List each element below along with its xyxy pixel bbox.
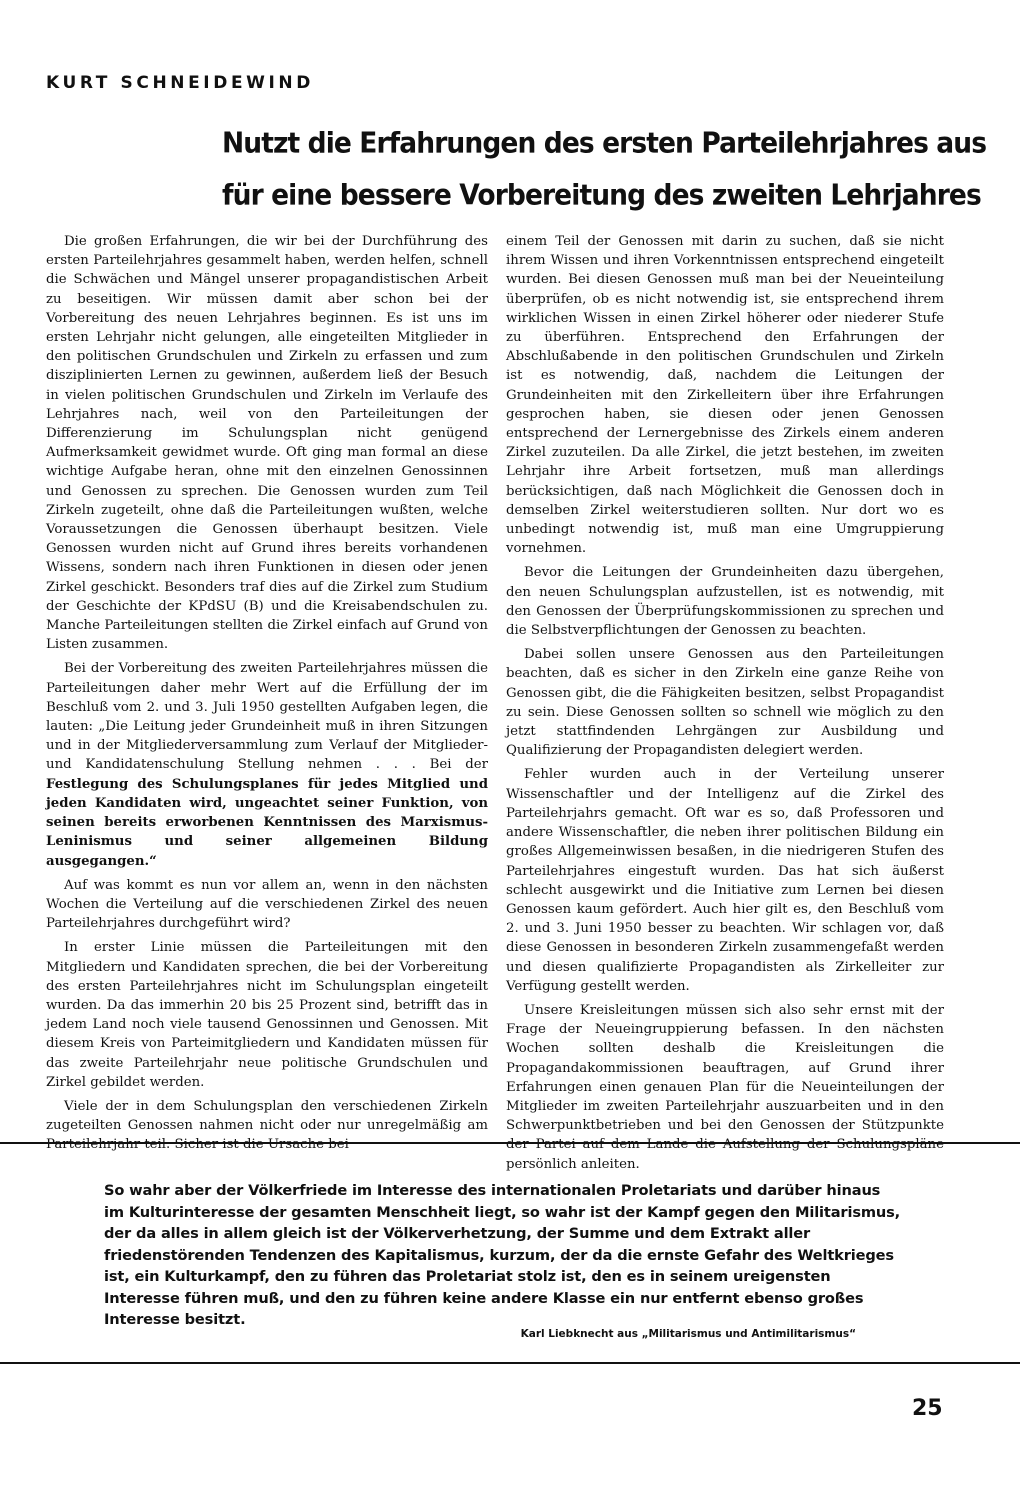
paragraph	[46, 659, 488, 870]
author-name: KURT SCHNEIDEWIND	[46, 73, 314, 93]
paragraph: Die großen Erfahrungen, die wir bei der Durchführung des ersten Parteilehrjahres gesammelt haben, werden helfen, schnell die Schwächen und Mängel unserer propagandistischen Arbeit zu beseitigen. Wir müssen damit aber schon bei der Vorbereitung des neuen Lehrjahres beginnen. Es ist uns im ersten Lehrjahr nicht gelungen, alle eingeteilten Mitglieder in den politischen Grundschulen und Zirkeln zu erfassen und zum disziplinierten Lernen zu gewinnen, außerdem ließ der Besuch in vielen politischen Grundschulen und Zirkeln im Verlaufe des Lehrjahres nach, weil von den Parteileitungen der Differenzierung im Schulungsplan nicht genügend Aufmerksamkeit gewidmet wurde. Oft ging man formal an diese wichtige Aufgabe heran, ohne mit den einzelnen Genossinnen und Genossen zu sprechen. Die Genossen wurden zum Teil Zirkeln zugeteilt, ohne daß die Parteileitungen wußten, welche Voraussetzungen die Genossen überhaupt besitzen. Viele Genossen wurden nicht auf Grund ihres bereits vorhandenen Wissens, sondern nach ihren Funktionen in diesen oder jenen Zirkel geschickt. Besonders traf dies auf die Zirkel zum Studium der Geschichte der KPdSU (B) und die Kreisabendschulen zu. Manche Parteileitungen stellten die Zirkel einfach auf Grund von Listen zusammen.	[46, 234, 488, 653]
paragraph: Fehler wurden auch in der Verteilung unserer Wissenschaftler und der Intelligenz auf die Zirkel des Parteilehrjahrs gemacht. Oft war es so, daß Professoren und andere Wissenschaftler, die neben ihrer politischen Bildung ein großes Allgemeinwissen besaßen, in die niedrigeren Stufen des Parteilehrjahres eingestuft wurden. Das hat sich äußerst schlecht ausgewirkt und die Initiative zum Lernen bei diesen Genossen kaum gefördert. Auch hier gilt es, den Beschluß vom 2. und 3. Juni 1950 besser zu beachten. Wir schlagen vor, daß diese Genossen in besonderen Zirkeln zusammengefaßt werden und diesen qualifizierte Propagandisten als Zirkelleiter zur Verfügung gestellt werden.	[506, 767, 944, 994]
paragraph: einem Teil der Genossen mit darin zu suchen, daß sie nicht ihrem Wissen und ihren Vorkenntnissen entsprechend eingeteilt wurden. Bei diesen Genossen muß man bei der Neueinteilung überprüfen, ob es nicht notwendig ist, sie entsprechend ihrem wirklichen Wissen in einen Zirkel höherer oder niederer Stufe zu überführen. Entsprechend den Erfahrungen der Abschlußabende in den politischen Grundschulen und Zirkeln ist es notwendig, daß, nachdem die Leitungen der Grundeinheiten mit den Zirkelleitern über ihre Erfahrungen gesprochen haben, sie diesen oder jenen Genossen entsprechend der Lernergebnisse des Zirkels einem anderen Zirkel zuzuteilen. Da alle Zirkel, die jetzt bestehen, im zweiten Lehrjahr ihre Arbeit fortsetzen, muß man allerdings berücksichtigen, daß nach Möglichkeit die Genossen doch in demselben Zirkel weiterstudieren sollten. Nur dort wo es unbedingt notwendig ist, muß man eine Umgruppierung vornehmen.	[506, 234, 944, 557]
divider-bottom	[0, 1362, 1020, 1364]
paragraph: Bevor die Leitungen der Grundeinheiten dazu übergehen, den neuen Schulungsplan aufzustellen, ist es notwendig, mit den Genossen der Überprüfungskommissionen zu sprechen und die Selbstverpflichtungen der Genossen zu beachten.	[506, 565, 944, 639]
divider-top	[0, 1142, 1020, 1144]
paragraph: Auf was kommt es nun vor allem an, wenn in den nächsten Wochen die Verteilung auf die verschiedenen Zirkel des neuen Parteilehrjahres durchgeführt wird?	[46, 877, 488, 932]
left-column	[46, 232, 488, 1160]
paragraph: Dabei sollen unsere Genossen aus den Parteileitungen beachten, daß es sicher in den Zirkeln eine ganze Reihe von Genossen gibt, die die Fähigkeiten besitzen, selbst Propagandist zu sein. Diese Genossen sollten so schnell wie möglich zu den jetzt stattfindenden Lehrgängen zur Ausbildung und Qualifizierung der Propagandisten delegiert werden.	[506, 647, 944, 759]
quote-box: So wahr aber der Völkerfriede im Interesse des internationalen Proletariats und darüber hinaus im Kulturinteresse der gesamten Menschheit liegt, so wahr ist der Kampf gegen den Militarismus, der da alles in allem gleich ist der Völkerverhetzung, der Summe und dem Extrakt aller friedenstörenden Tendenzen des Kapitalismus, kurzum, der da die ernste Gefahr des Weltkrieges ist, ein Kulturkampf, den zu führen das Proletariat stolz ist, den es in seinem ureigensten Interesse führen muß, und den zu führen keine andere Klasse ein nur entfernt ebenso großes Interesse besitzt.	[104, 1182, 901, 1328]
title-line-1: Nutzt die Erfahrungen des ersten Parteilehrjahres aus	[222, 126, 987, 161]
bold-quote: Festlegung des Schulungsplanes für jedes Mitglied und jeden Kandidaten wird, ungeachtet seiner Funktion, von seinen bereits erworbenen Kenntnissen des Marxismus-Leninismus und seiner allgemeinen Bildung ausgegangen.“	[46, 776, 488, 869]
paragraph-intro: Bei der Vorbereitung des zweiten Parteilehrjahres müssen die Parteileitungen daher mehr Wert auf die Erfüllung der im Beschluß vom 2. und 3. Juli 1950 gestellten Aufgaben legen, die lauten: „Die Leitung jeder Grundeinheit muß in ihren Sitzungen und in der Mitgliederversammlung zum Verlauf der Mitglieder- und Kandidatenschulung Stellung nehmen . . . Bei der	[46, 661, 488, 773]
quote-source: Karl Liebknecht aus „Militarismus und Antimilitarismus“	[520, 1328, 856, 1340]
article-title	[222, 118, 987, 222]
title-line-2: für eine bessere Vorbereitung des zweiten Lehrjahres	[222, 178, 981, 212]
page-number: 25	[912, 1396, 943, 1421]
paragraph: Unsere Kreisleitungen müssen sich also sehr ernst mit der Frage der Neueingruppierung befassen. In den nächsten Wochen sollten deshalb die Kreisleitungen die Propagandakommissionen beauftragen, auf Grund ihrer Erfahrungen einen genauen Plan für die Neueinteilungen der Mitglieder im zweiten Parteilehrjahr auszuarbeiten und in den Schwerpunktbetrieben und bei den Genossen der Stützpunkte der Partei auf dem Lande die Aufstellung der Schulungspläne persönlich anleiten.	[506, 1002, 944, 1172]
paragraph: In erster Linie müssen die Parteileitungen mit den Mitgliedern und Kandidaten sprechen, die bei der Vorbereitung des ersten Parteilehrjahres nicht im Schulungsplan eingeteilt wurden. Da das immerhin 20 bis 25 Prozent sind, betrifft das in jedem Land noch viele tausend Genossinnen und Genossen. Mit diesem Kreis von Parteimitgliedern und Kandidaten müssen für das zweite Parteilehrjahr neue politische Grundschulen und Zirkel gebildet werden.	[46, 940, 488, 1090]
right-column	[506, 232, 944, 1179]
paragraph: Viele der in dem Schulungsplan den verschiedenen Zirkeln zugeteilten Genossen nahmen nicht oder nur unregelmäßig am Parteilehrjahr teil. Sicher ist die Ursache bei	[46, 1098, 488, 1153]
